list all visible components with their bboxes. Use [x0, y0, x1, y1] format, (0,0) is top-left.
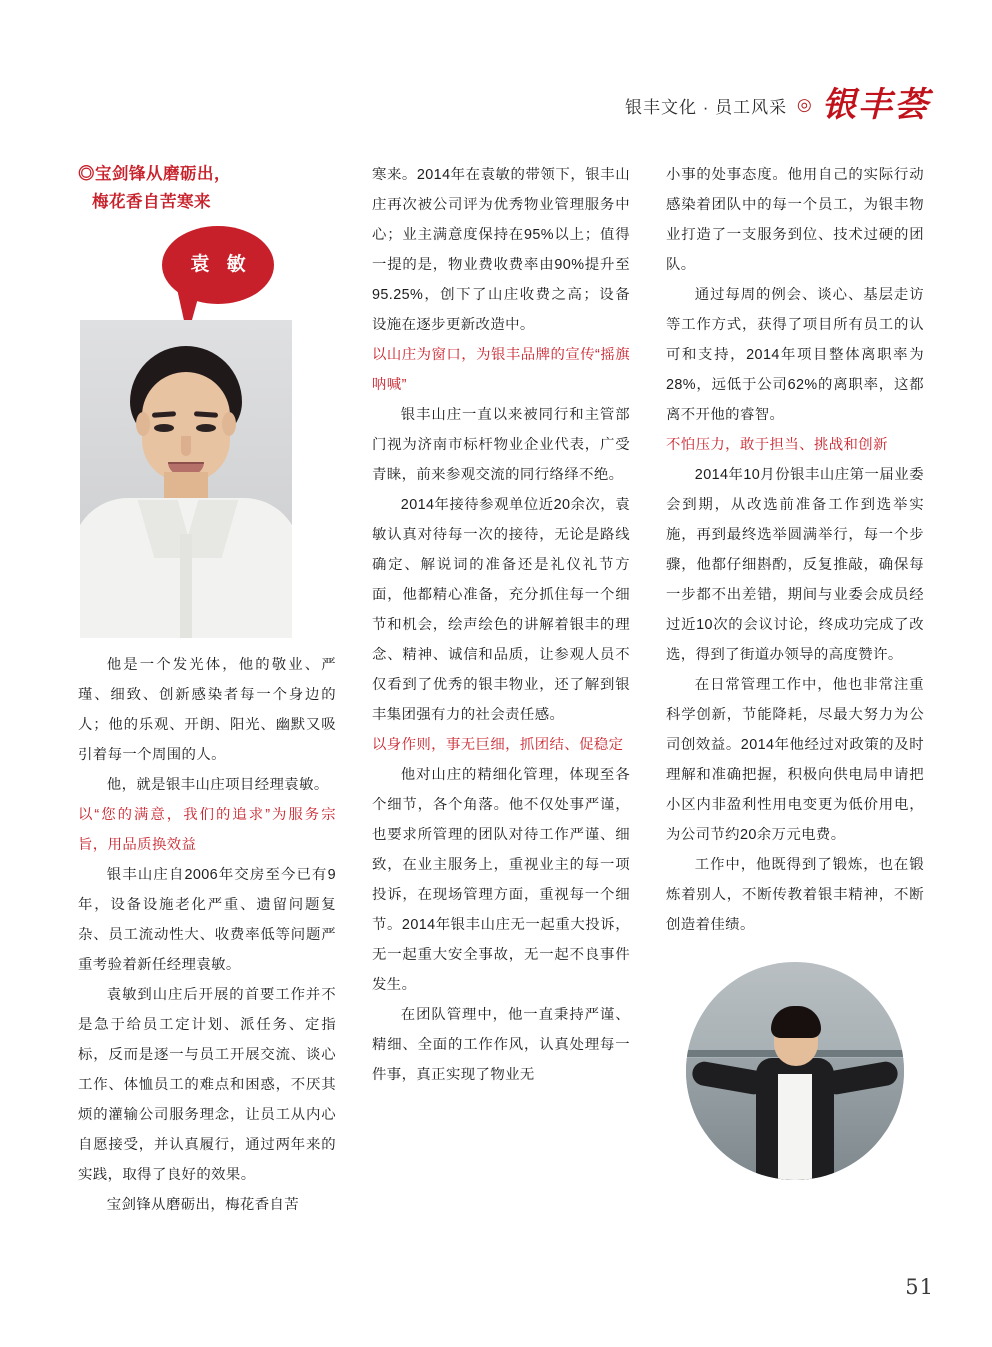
portrait-eye-right: [196, 424, 216, 432]
article-columns: [78, 160, 928, 1220]
article-title-line2: 梅花香自苦寒来: [92, 193, 211, 211]
page-header: [625, 85, 930, 125]
paragraph: 袁敏到山庄后开展的首要工作并不是急于给员工定计划、派任务、定指标，反而是逐一与员工开展交流、谈心工作、体恤员工的难点和困惑，不厌其烦的灌输公司服务理念，让员工从内心自愿接受，并认真履行，通过两年来的实践，取得了良好的效果。: [78, 987, 336, 1183]
page-number: 51: [905, 1275, 934, 1299]
breadcrumb: 银丰文化 · 员工风采: [625, 97, 788, 117]
diamond-icon: ◎: [795, 93, 814, 116]
column-left: [78, 160, 336, 1220]
paragraph: 小事的处事态度。他用自己的实际行动感染着团队中的每一个员工，为银丰物业打造了一支服务到位、技术过硬的团队。: [666, 167, 924, 273]
paragraph: 宝剑锋从磨砺出，梅花香自苦: [106, 1197, 300, 1213]
name-bubble-wrap: [78, 226, 336, 318]
subheading: 以山庄为窗口，为银丰品牌的宣传“摇旗呐喊”: [372, 347, 630, 393]
column-right: [666, 160, 924, 1220]
photo-hair: [771, 1006, 821, 1038]
portrait-ear-right: [222, 412, 236, 436]
paragraph: 银丰山庄一直以来被同行和主管部门视为济南市标杆物业企业代表，广受青睐，前来参观交流的同行络绎不绝。: [372, 407, 630, 483]
subheading: 以“您的满意，我们的追求”为服务宗旨，用品质换效益: [78, 807, 336, 853]
publication-logo: 银丰荟: [822, 85, 930, 125]
paragraph: 通过每周的例会、谈心、基层走访等工作方式，获得了项目所有员工的认可和支持，2014年项目整体离职率为28%，远低于公司62%的离职率，这都离不开他的睿智。: [666, 287, 924, 423]
photo-tshirt: [778, 1074, 812, 1180]
paragraph: 寒来。2014年在袁敏的带领下，银丰山庄再次被公司评为优秀物业管理服务中心；业主满意度保持在95%以上；值得一提的是，物业费收费率由90%提升至95.25%，创下了山庄收费之高；设备设施在逐步更新改造中。: [372, 167, 630, 333]
paragraph: 2014年接待参观单位近20余次，袁敏认真对待每一次的接待，无论是路线确定、解说词的准备还是礼仪礼节方面，他都精心准备，充分抓住每一个细节和机会，绘声绘色的讲解着银丰的理念、精神、诚信和品质，让参观人员不仅看到了优秀的银丰物业，还了解到银丰集团强有力的社会责任感。: [372, 497, 630, 723]
portrait-placket: [180, 534, 192, 638]
article-title: [78, 160, 336, 216]
paragraph: 他，就是银丰山庄项目经理袁敏。: [106, 777, 329, 793]
secondary-photo: [686, 962, 904, 1180]
paragraph: 工作中，他既得到了锻炼，也在锻炼着别人，不断传教着银丰精神，不断创造着佳绩。: [666, 857, 924, 933]
portrait-nose: [181, 436, 191, 456]
paragraph: 在日常管理工作中，他也非常注重科学创新，节能降耗，尽最大努力为公司创效益。2014年他经过对政策的及时理解和准确把握，积极向供电局申请把小区内非盈利性用电变更为低价用电，为公司节约20余万元电费。: [666, 677, 924, 843]
portrait-eye-left: [154, 424, 174, 432]
paragraph: 2014年10月份银丰山庄第一届业委会到期，从改选前准备工作到选举实施，再到最终选举圆满举行，每一个步骤，他都仔细斟酌，反复推敲，确保每一步都不出差错，期间与业委会成员经过近10次的会议讨论，终成功完成了改选，得到了街道办领导的高度赞许。: [666, 467, 924, 663]
article-title-line1: ◎宝剑锋从磨砺出，: [78, 165, 231, 183]
paragraph: 他是一个发光体，他的敬业、严瑾、细致、创新感染者每一个身边的人；他的乐观、开朗、阳光、幽默又吸引着每一个周围的人。: [78, 657, 336, 763]
paragraph: 银丰山庄自2006年交房至今已有9年，设备设施老化严重、遗留问题复杂、员工流动性大、收费率低等问题严重考验着新任经理袁敏。: [78, 867, 336, 973]
column-middle: [372, 160, 630, 1220]
name-badge: 袁 敏: [162, 226, 274, 304]
paragraph: 在团队管理中，他一直秉持严谨、精细、全面的工作作风，认真处理每一件事，真正实现了物业无: [372, 1007, 630, 1083]
portrait-photo: [80, 320, 292, 638]
subheading: 以身作则，事无巨细，抓团结、促稳定: [372, 737, 624, 753]
paragraph: 他对山庄的精细化管理，体现至各个细节，各个角落。他不仅处事严谨，也要求所管理的团队对待工作严谨、细致，在业主服务上，重视业主的每一项投诉，在现场管理方面，重视每一个细节。2014年银丰山庄无一起重大投诉，无一起重大安全事故，无一起不良事件发生。: [372, 767, 630, 993]
subheading: 不怕压力，敢于担当、挑战和创新: [666, 437, 888, 453]
portrait-ear-left: [136, 412, 150, 436]
